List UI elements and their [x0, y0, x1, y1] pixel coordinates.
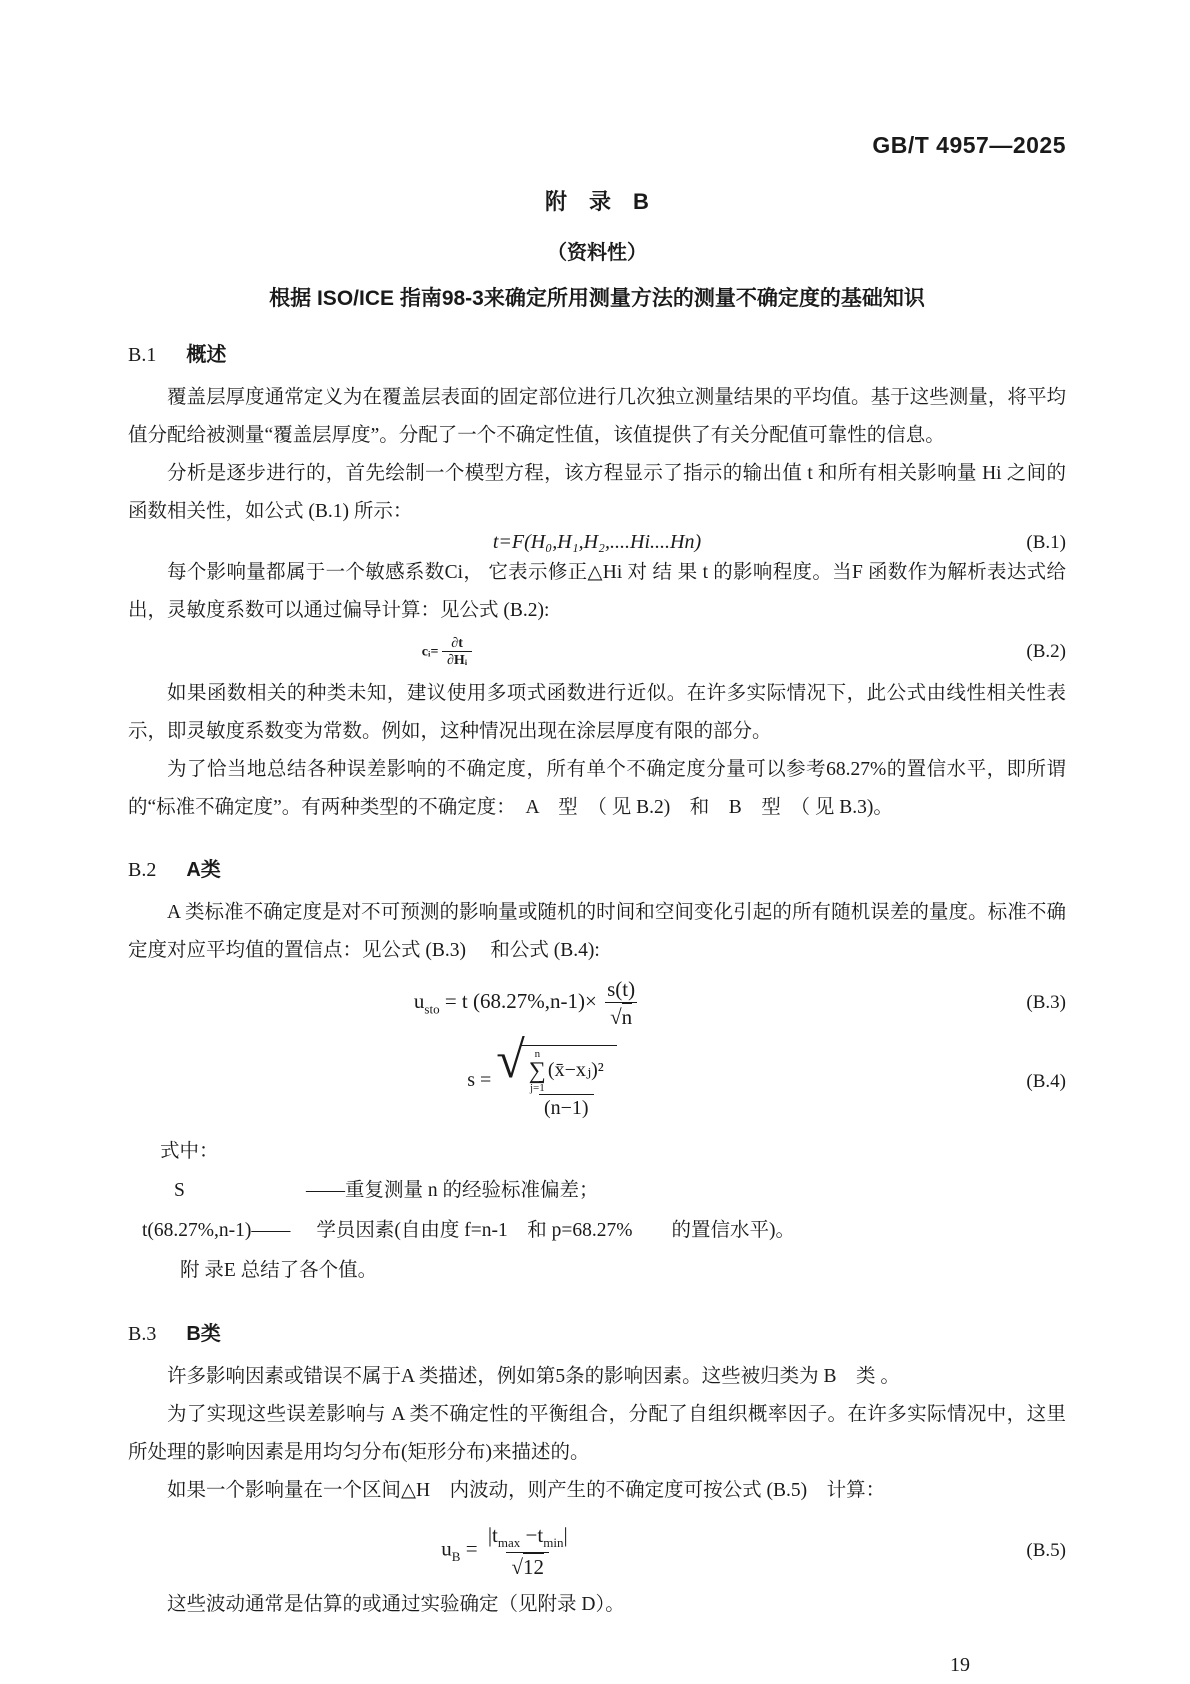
b1-paragraph-2: 分析是逐步进行的，首先绘制一个模型方程，该方程显示了指示的输出值 t 和所有相关影响量 Hi 之间的函数相关性，如公式 (B.1) 所示：: [128, 463, 1066, 522]
standard-code-header: GB/T 4957—2025: [872, 132, 1066, 158]
where-label: 式中：: [160, 1141, 219, 1163]
formula-b5-numerator: [483, 1522, 573, 1551]
formula-b4-row: [128, 1032, 1066, 1121]
definition-row-s: [128, 1171, 1066, 1211]
appendix-title: 附 录 B: [545, 189, 649, 214]
sigma-lower-limit: j=1: [529, 1082, 545, 1095]
formula-b3-row: [128, 976, 1066, 1031]
definition-t-text: 学员因素(自由度 f=n-1 和 p=68.27% 的置信水平)。: [316, 1220, 795, 1242]
formula-b3-lhs-subscript: sto: [424, 1001, 440, 1017]
b3-paragraph-1: 许多影响因素或错误不属于A 类描述，例如第5条的影响因素。这些被归类为 B 类 。: [167, 1366, 900, 1388]
section-b2-title: A类: [186, 858, 221, 881]
formula-b1: t=F(H₀,H₁,H₂,....Hi....Hn): [492, 531, 702, 553]
b2-paragraph-1: A 类标准不确定度是对不可预测的影响量或随机的时间和空间变化引起的所有随机误差的量度。标准不确定度对应平均值的置信点：见公式 (B.3) 和公式 (B.4):: [128, 901, 1066, 961]
definition-t-symbol: t(68.27%,n-1)——: [142, 1220, 291, 1242]
formula-b3-numerator: s(t): [607, 976, 636, 1001]
formula-b2-denominator: ∂Hᵢ: [442, 651, 472, 668]
definition-s-symbol: S: [174, 1180, 185, 1202]
formula-b3-label: (B.3): [1026, 992, 1066, 1014]
sigma-operator: [529, 1049, 546, 1094]
appendix-type-label: （资料性）: [547, 242, 647, 264]
formula-b4-denominator: (n−1): [539, 1094, 594, 1121]
t-max-subscript: max: [497, 1535, 521, 1551]
formula-b5-lhs: u: [441, 1536, 452, 1561]
section-b1-number: B.1: [128, 344, 157, 366]
abs-close: |: [563, 1523, 568, 1548]
formula-b3-fraction: [602, 976, 640, 1031]
formula-b2-equals: =: [430, 644, 439, 660]
abs-open: |: [487, 1523, 493, 1548]
formula-b3-lhs: u: [413, 988, 425, 1013]
formula-b2-lhs: cᵢ: [421, 644, 431, 660]
section-b1-heading: [128, 338, 1066, 367]
section-b3-number: B.3: [128, 1323, 157, 1346]
formula-b4-radical: [496, 1032, 617, 1121]
appendix-main-title: 根据 ISO/ICE 指南98-3来确定所用测量方法的测量不确定度的基础知识: [269, 287, 925, 310]
formula-b5-equals: =: [460, 1536, 483, 1561]
section-b3-heading: [128, 1317, 1066, 1346]
formula-b3: [414, 976, 640, 1031]
formula-b4: [467, 1032, 617, 1121]
formula-b1-row: [128, 531, 1066, 554]
formula-b4-sum-term: (x̄−xⱼ)²: [547, 1059, 604, 1082]
b1-paragraph-4: 如果函数相关的种类未知，建议使用多项式函数进行近似。在许多实际情况下，此公式由线性相关性表示，即灵敏度系数变为常数。例如，这种情况出现在涂层厚度有限的部分。: [128, 682, 1066, 742]
formula-b5-label: (B.5): [1026, 1539, 1066, 1561]
formula-b3-root-sign: √: [610, 1005, 622, 1030]
formula-b5-lhs-subscript: B: [451, 1548, 461, 1564]
section-b1-title: 概述: [186, 344, 227, 366]
formula-b5-row: [128, 1522, 1066, 1580]
formula-b3-denominator: [605, 1002, 637, 1030]
formula-b4-lhs: s =: [467, 1069, 497, 1092]
formula-b5-root-sign: √: [511, 1554, 524, 1579]
formula-b2-row: [128, 636, 1066, 669]
b3-paragraph-4: 这些波动通常是估算的或通过实验确定（见附录 D）。: [167, 1593, 625, 1615]
t-min-base: t: [537, 1523, 544, 1548]
page-number: 19: [950, 1653, 970, 1676]
formula-b4-fraction: [524, 1049, 609, 1121]
formula-b4-root-sign: √: [496, 1032, 525, 1090]
section-b2-heading: [128, 853, 1066, 882]
b1-paragraph-3: 每个影响量都属于一个敏感系数Ci， 它表示修正△Hi 对 结 果 t 的影响程度。当F 函数作为解析表达式给出，灵敏度系数可以通过偏导计算：见公式 (B.2):: [128, 562, 1066, 621]
t-max-base: t: [492, 1523, 498, 1548]
appendix-e-note: 附 录E 总结了各个值。: [180, 1260, 378, 1282]
b1-paragraph-5: 为了恰当地总结各种误差影响的不确定度，所有单个不确定度分量可以参考68.27%的置信水平，即所谓的“标准不确定度”。有两种类型的不确定度： A 型 （ 见 B.2) 和 B 型 （ 见 B.3)。: [128, 758, 1066, 818]
formula-b1-label: (B.1): [1026, 531, 1066, 553]
formula-b3-root-arg: n: [621, 1005, 633, 1030]
formula-b4-numerator: [524, 1049, 609, 1094]
formula-b4-root-body: [520, 1045, 617, 1121]
sigma-upper-limit: n: [534, 1048, 541, 1061]
formula-b5-root-arg: 12: [523, 1554, 545, 1579]
formula-b2-numerator: ∂t: [451, 636, 463, 651]
formula-b2-fraction: [442, 636, 472, 669]
definition-row-t: [128, 1211, 1066, 1251]
formula-b5: [441, 1522, 572, 1580]
formula-b2: [422, 636, 472, 669]
formula-b3-middle: = t (68.27%,n-1)×: [439, 988, 603, 1013]
b1-paragraph-1: 覆盖层厚度通常定义为在覆盖层表面的固定部位进行几次独立测量结果的平均值。基于这些测量，将平均值分配给被测量“覆盖层厚度”。分配了一个不确定性值，该值提供了有关分配值可靠性的信息。: [128, 387, 1066, 446]
formula-b5-fraction: [483, 1522, 573, 1580]
formula-b4-label: (B.4): [1026, 1070, 1066, 1092]
definition-gap: [290, 1211, 316, 1251]
sigma-symbol: ∑: [528, 1058, 546, 1085]
definition-s-text: ——重复测量 n 的经验标准偏差；: [306, 1180, 599, 1202]
t-min-subscript: min: [543, 1535, 564, 1551]
section-b3-title: B类: [186, 1323, 221, 1346]
formula-b5-denominator: [506, 1552, 549, 1580]
section-b2-number: B.2: [128, 858, 157, 881]
b3-paragraph-3: 如果一个影响量在一个区间△H 内波动，则产生的不确定度可按公式 (B.5) 计算：: [167, 1480, 886, 1502]
minus-sign: −: [520, 1523, 538, 1548]
formula-b2-label: (B.2): [1026, 641, 1066, 663]
b3-paragraph-2: 为了实现这些误差影响与 A 类不确定性的平衡组合，分配了自组织概率因子。在许多实际情况中，这里所处理的影响因素是用均匀分布(矩形分布)来描述的。: [128, 1404, 1066, 1464]
